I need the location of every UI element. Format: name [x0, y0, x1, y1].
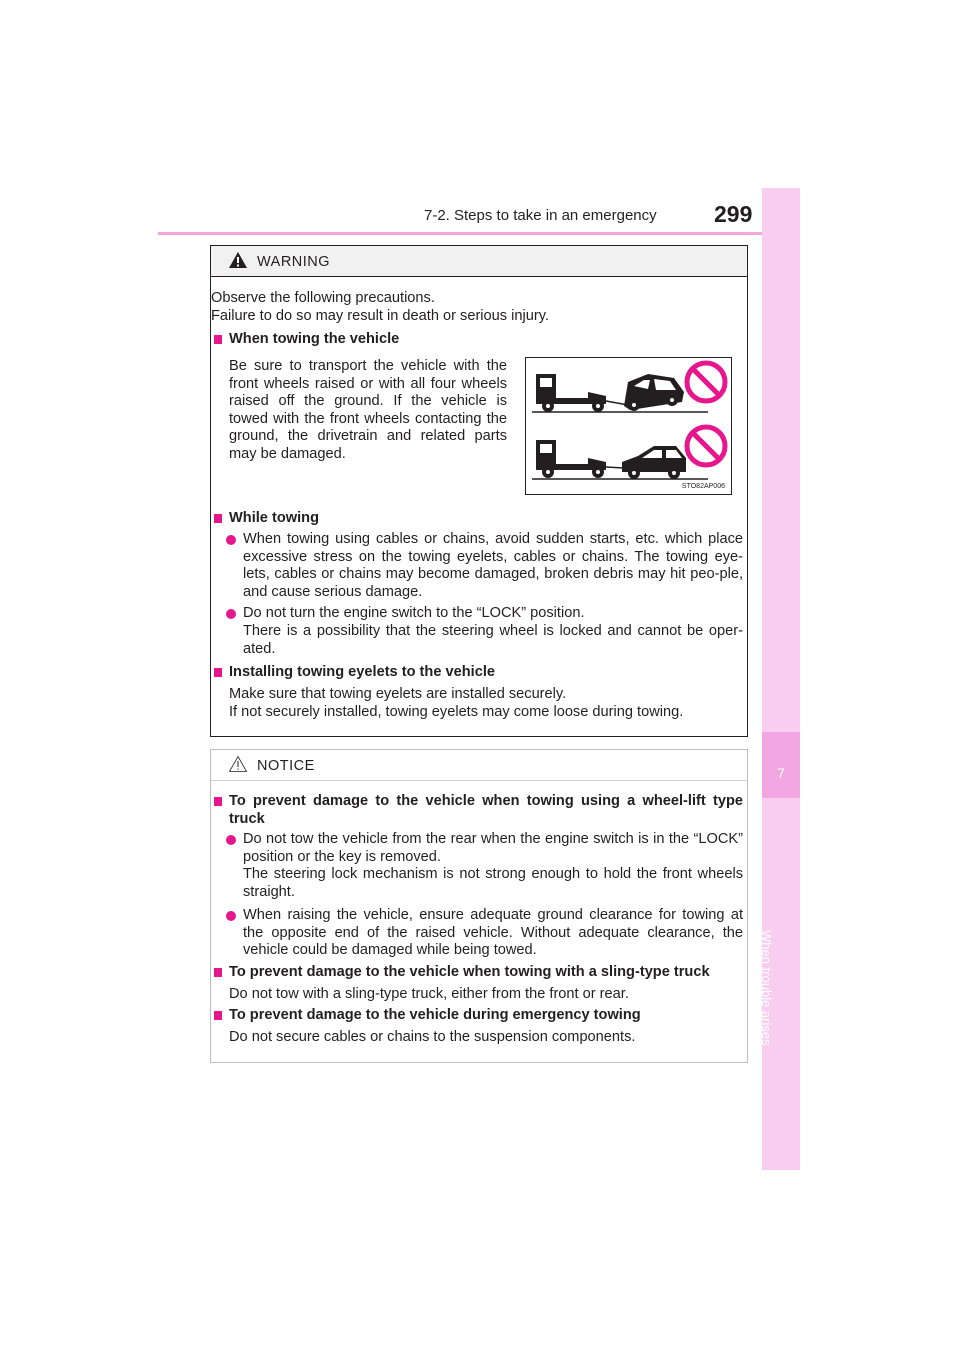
wheel-lift-bullet-1-line-2: The steering lock mechanism is not strong enough to hold the front wheels straight.: [243, 866, 743, 900]
warning-intro-1: Observe the following precautions.: [211, 290, 435, 306]
wheel-lift-bullet-2: When raising the vehicle, ensure adequate ground clearance for towing at the opposite end of the raised vehicle. Without adequate clearance, the vehicle could be damaged while being towed.: [243, 907, 743, 959]
caution-triangle-icon: [228, 755, 248, 773]
figure-code: STO82AP006: [681, 483, 725, 490]
chapter-title: When trouble arises: [759, 930, 774, 1046]
eyelets-line-2: If not securely installed, towing eyelets may come loose during towing.: [229, 704, 684, 720]
emergency-text: Do not secure cables or chains to the suspension components.: [229, 1029, 636, 1045]
while-towing-heading: While towing: [229, 510, 319, 526]
prohibited-icon: [687, 427, 725, 465]
wheel-lift-heading: To prevent damage to the vehicle when towing using a wheel-lift type truck: [229, 793, 743, 827]
chapter-number: 7: [777, 765, 785, 781]
notice-header: [211, 750, 747, 781]
sling-heading: To prevent damage to the vehicle when towing with a sling-type truck: [229, 964, 710, 980]
heading-marker: [214, 668, 222, 677]
when-towing-text: Be sure to transport the vehicle with the front wheels raised or with all four wheels raised off the ground. If the vehicle is towed with the front wheels contacting the ground, the drivetrain and related parts may be damaged.: [229, 358, 507, 462]
eyelets-line-1: Make sure that towing eyelets are installed securely.: [229, 686, 567, 702]
heading-marker: [214, 797, 222, 806]
bullet-dot: [226, 609, 236, 619]
towing-diagram: [526, 358, 731, 494]
while-towing-bullet-2-line-2: There is a possibility that the steering wheel is locked and cannot be oper-ated.: [243, 623, 743, 657]
heading-marker: [214, 514, 222, 523]
sling-text: Do not tow with a sling-type truck, either from the front or rear.: [229, 986, 629, 1002]
warning-triangle-icon: [228, 251, 248, 269]
warning-title: WARNING: [257, 254, 331, 270]
eyelets-heading: Installing towing eyelets to the vehicle: [229, 664, 495, 680]
warning-header: [211, 246, 747, 277]
warning-intro-2: Failure to do so may result in death or serious injury.: [211, 308, 549, 324]
emergency-heading: To prevent damage to the vehicle during emergency towing: [229, 1007, 641, 1023]
while-towing-bullet-1: When towing using cables or chains, avoid sudden starts, etc. which place excessive stress on the towing eyelets, cables or chains. The towing eye-lets, cables or chains may become damaged, broken debris may hit peo-ple, and cause serious damage.: [243, 531, 743, 600]
when-towing-heading: When towing the vehicle: [229, 331, 400, 347]
while-towing-bullet-2-line-1: Do not turn the engine switch to the “LOCK” position.: [243, 605, 585, 621]
bullet-dot: [226, 535, 236, 545]
towing-illustration: [525, 357, 732, 495]
header-rule: [158, 232, 798, 235]
bullet-dot: [226, 911, 236, 921]
prohibited-icon: [687, 363, 725, 401]
page-number: 299: [714, 201, 753, 227]
heading-marker: [214, 968, 222, 977]
notice-title: NOTICE: [257, 758, 315, 774]
bullet-dot: [226, 835, 236, 845]
wheel-lift-bullet-1-line-1: Do not tow the vehicle from the rear when the engine switch is in the “LOCK” position or the key is removed.: [243, 831, 743, 865]
section-title: 7-2. Steps to take in an emergency: [424, 207, 657, 224]
heading-marker: [214, 335, 222, 344]
heading-marker: [214, 1011, 222, 1020]
